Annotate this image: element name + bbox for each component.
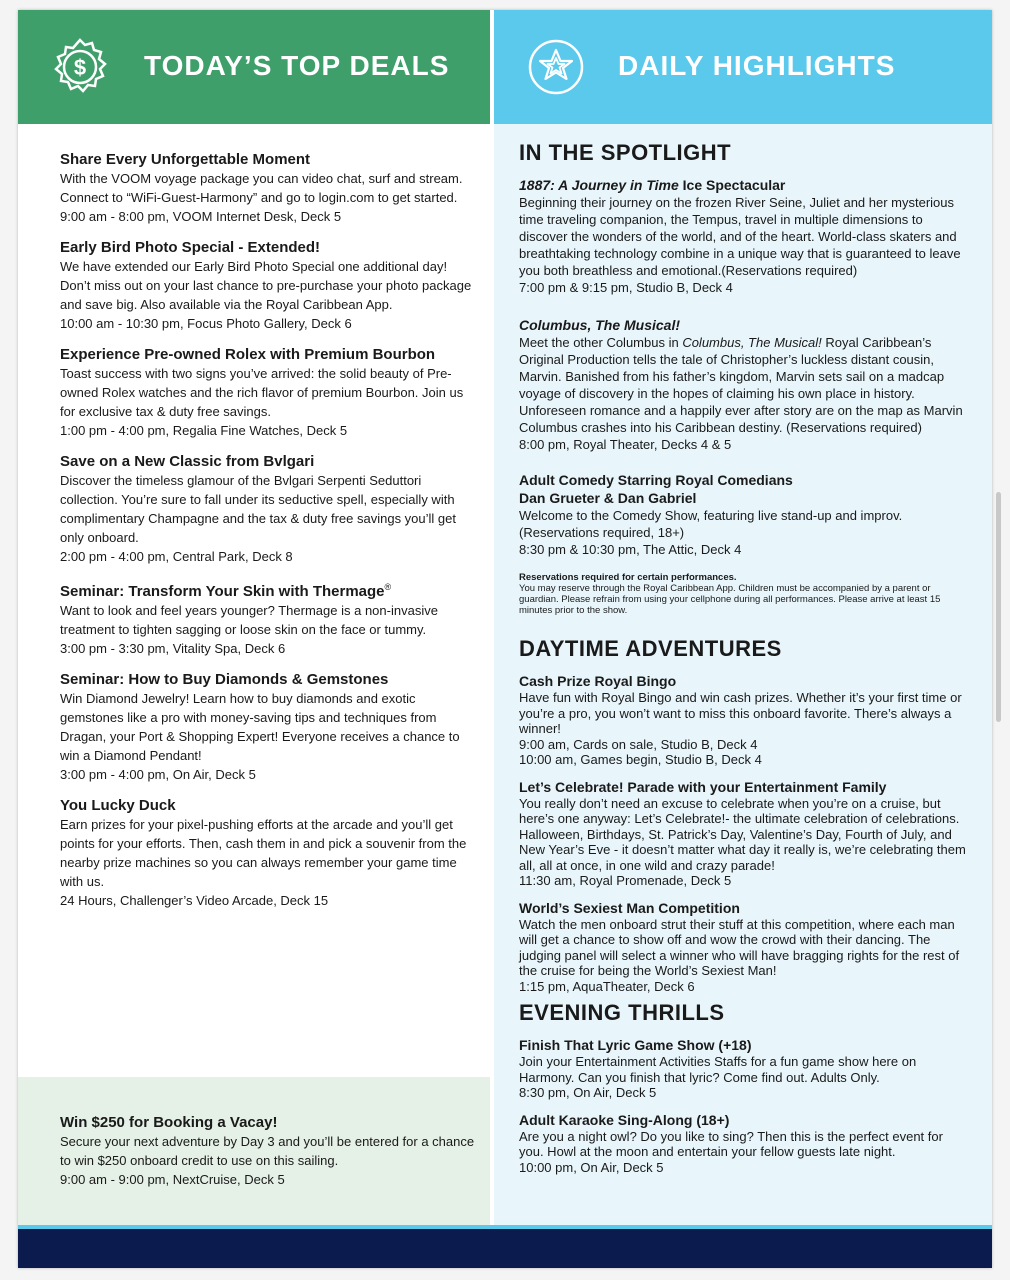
deal-title xyxy=(60,578,480,601)
deal-title: You Lucky Duck xyxy=(60,797,176,814)
daytime-event xyxy=(519,778,969,889)
event-description xyxy=(519,334,969,436)
program-page xyxy=(18,10,992,1268)
evening-event xyxy=(519,1036,969,1101)
deal-title: Share Every Unforgettable Moment xyxy=(60,151,311,168)
reservation-note xyxy=(519,572,969,616)
deal-item xyxy=(60,452,480,566)
event-time: 11:30 am, Royal Promenade, Deck 5 xyxy=(519,873,732,888)
event-description: Watch the men onboard strut their stuff at this competition, where each man will get a chance to show off and wow the crowd with their dancing. The judging panel will select a winner who will have bragging rights for the rest of the cruise for being the World’s Sexiest Man! xyxy=(519,916,960,978)
event-subtitle: Dan Grueter & Dan Gabriel xyxy=(519,490,697,506)
note-body: You may reserve through the Royal Caribbean App. Children must be accompanied by a parent or guardian. Please refrain from using your cellphone during all performances. Please arrive at least 15 minutes prior to the show. xyxy=(519,583,941,616)
deal-time: 9:00 am - 8:00 pm, VOOM Internet Desk, Deck 5 xyxy=(60,209,342,224)
registered-mark: ® xyxy=(384,582,392,592)
event-time: 9:00 am, Cards on sale, Studio B, Deck 4 xyxy=(519,736,758,752)
event-title xyxy=(519,316,969,334)
event-time: 1:15 pm, AquaTheater, Deck 6 xyxy=(519,978,695,994)
evening-event xyxy=(519,1111,969,1176)
desc-italic: Columbus, The Musical! xyxy=(682,335,822,350)
evening-heading: EVENING THRILLS xyxy=(519,1000,725,1025)
event-time: 8:30 pm & 10:30 pm, The Attic, Deck 4 xyxy=(519,542,742,557)
event-description: You really don’t need an excuse to celebrate when you’re on a cruise, but here’s one anyway: Let’s Celebrate!- the ultimate celebration of celebrations. Halloween, Birthdays, St. Patrick’s Day, Valentine’s Day, Fourth of July, and New Year’s Eve - it doesn’t matter what day it really is, we’re celebrating them all, all at once, in one wild and crazy parade! xyxy=(519,795,966,873)
event-time: 10:00 pm, On Air, Deck 5 xyxy=(519,1159,664,1175)
daytime-event xyxy=(519,672,969,768)
daily-highlights-header xyxy=(494,10,992,124)
deal-time: 3:00 pm - 3:30 pm, Vitality Spa, Deck 6 xyxy=(60,641,286,656)
deal-item xyxy=(60,345,480,440)
deal-item xyxy=(60,578,480,658)
event-time: 8:00 pm, Royal Theater, Decks 4 & 5 xyxy=(519,437,732,452)
footer-bar xyxy=(18,1229,992,1268)
event-title-italic: Columbus, The Musical! xyxy=(519,317,681,333)
deal-title: Experience Pre-owned Rolex with Premium Bourbon xyxy=(60,346,436,363)
spotlight-event xyxy=(519,471,969,558)
event-description: Welcome to the Comedy Show, featuring live stand-up and improv. (Reservations required, 18+) xyxy=(519,508,903,540)
spotlight-event xyxy=(519,316,969,453)
event-title-rest: Ice Spectacular xyxy=(678,177,786,193)
note-title: Reservations required for certain performances. xyxy=(519,572,737,583)
deal-description: Earn prizes for your pixel-pushing efforts at the arcade and you’ll get points for your efforts. Then, cash them in and pick a souvenir from the nearby prize machines so you can always remember your game time with us. xyxy=(60,817,467,889)
deal-item xyxy=(60,150,480,226)
promo-time: 9:00 am - 9:00 pm, NextCruise, Deck 5 xyxy=(60,1172,285,1187)
event-title: Adult Comedy Starring Royal Comedians xyxy=(519,472,793,488)
deal-title: Early Bird Photo Special - Extended! xyxy=(60,239,321,256)
scrollbar-thumb[interactable] xyxy=(996,492,1001,722)
desc-part: Royal Caribbean’s Original Production tells the tale of Christopher’s luckless distant cousin, Marvin. Banished from his father’s kingdom, Marvin sets sail on a madcap voyage of discovery in the hopes of claiming his own place in history. Unforeseen romance and a happily ever after story are on the map as Marvin Columbus crashes into his Caribbean destiny. (Reservations required) xyxy=(519,335,963,435)
deal-title-text: Seminar: Transform Your Skin with Thermage xyxy=(60,583,385,600)
spotlight-heading: IN THE SPOTLIGHT xyxy=(519,140,732,165)
deal-item xyxy=(60,670,480,784)
promo-box xyxy=(18,1077,490,1225)
deal-description: With the VOOM voyage package you can video chat, surf and stream. Connect to “WiFi-Guest-Harmony” and go to login.com to get started. xyxy=(60,171,463,205)
deal-time: 24 Hours, Challenger’s Video Arcade, Deck 15 xyxy=(60,893,329,908)
daily-highlights-column xyxy=(494,124,992,1225)
desc-part: Meet the other Columbus in xyxy=(519,335,683,350)
dollar-badge-icon xyxy=(50,37,110,97)
event-title: Let’s Celebrate! Parade with your Entertainment Family xyxy=(519,778,887,795)
event-description: Are you a night owl? Do you like to sing? Then this is the perfect event for you. Howl at the moon and entertain your fellow guests late night. xyxy=(519,1128,943,1159)
deal-description: We have extended our Early Bird Photo Special one additional day! Don’t miss out on your last chance to pre-purchase your photo package and save big. Also available via the Royal Caribbean App. xyxy=(60,259,472,312)
deal-time: 1:00 pm - 4:00 pm, Regalia Fine Watches, Deck 5 xyxy=(60,423,348,438)
event-description: Beginning their journey on the frozen River Seine, Juliet and her mysterious time traveling companion, the Tempus, travel in multiple dimensions to discover the wonders of the world, and of the heart. World-class skaters and breathtaking technology combine in a unique way that is guaranteed to leave you both breathless and emotional.(Reservations required) xyxy=(519,195,961,278)
daytime-event xyxy=(519,899,969,995)
deal-description: Toast success with two signs you’ve arrived: the solid beauty of Pre-owned Rolex watches and the rich flavor of premium Bourbon. Join us for exclusive tax & duty free savings. xyxy=(60,366,464,419)
event-time: 10:00 am, Games begin, Studio B, Deck 4 xyxy=(519,752,762,767)
deal-time: 10:00 am - 10:30 pm, Focus Photo Gallery, Deck 6 xyxy=(60,316,352,331)
star-circle-icon xyxy=(526,37,586,97)
top-deals-column xyxy=(18,124,490,1077)
deal-description: Want to look and feel years younger? Thermage is a non-invasive treatment to tighten sagging or loose skin on the face or tummy. xyxy=(60,603,438,637)
deal-title: Seminar: How to Buy Diamonds & Gemstones xyxy=(60,671,389,688)
top-deals-title: TODAY’S TOP DEALS xyxy=(144,50,450,81)
deal-description: Discover the timeless glamour of the Bvlgari Serpenti Seduttori collection. You’re sure to fall under its seductive spell, especially with complimentary Champagne and the tax & duty free savings you’ll get only onboard. xyxy=(60,473,456,545)
event-title: Finish That Lyric Game Show (+18) xyxy=(519,1037,752,1053)
top-deals-header xyxy=(18,10,490,124)
event-description: Join your Entertainment Activities Staffs for a fun game show here on Harmony. Can you finish that lyric? Come find out. Adults Only. xyxy=(519,1054,917,1085)
event-title: Adult Karaoke Sing-Along (18+) xyxy=(519,1111,730,1128)
event-description: Have fun with Royal Bingo and win cash prizes. Whether it’s your first time or you’re a pro, you won’t want to miss this onboard favorite. There’s always a winner! xyxy=(519,690,962,736)
event-time: 7:00 pm & 9:15 pm, Studio B, Deck 4 xyxy=(519,280,733,295)
event-title: World’s Sexiest Man Competition xyxy=(519,899,740,916)
deal-item xyxy=(60,796,480,910)
deal-item xyxy=(60,238,480,333)
daily-highlights-title: DAILY HIGHLIGHTS xyxy=(618,50,896,81)
event-time: 8:30 pm, On Air, Deck 5 xyxy=(519,1085,657,1100)
event-title xyxy=(519,176,969,194)
daytime-heading: DAYTIME ADVENTURES xyxy=(519,636,782,661)
event-title-italic: 1887: A Journey in Time xyxy=(519,177,679,193)
deal-description: Win Diamond Jewelry! Learn how to buy diamonds and exotic gemstones like a pro with money-saving tips and techniques from Dragan, your Port & Shopping Expert! Everyone receives a chance to win a Diamond Pendant! xyxy=(60,691,460,763)
svg-text:$: $ xyxy=(73,55,87,80)
promo-description: Secure your next adventure by Day 3 and you’ll be entered for a chance to win $250 onboard credit to use on this sailing. xyxy=(60,1134,475,1168)
spotlight-event xyxy=(519,176,969,296)
event-title: Cash Prize Royal Bingo xyxy=(519,673,677,689)
deal-time: 3:00 pm - 4:00 pm, On Air, Deck 5 xyxy=(60,767,256,782)
deal-time: 2:00 pm - 4:00 pm, Central Park, Deck 8 xyxy=(60,549,293,564)
promo-title: Win $250 for Booking a Vacay! xyxy=(60,1114,278,1131)
deal-title: Save on a New Classic from Bvlgari xyxy=(60,453,315,470)
